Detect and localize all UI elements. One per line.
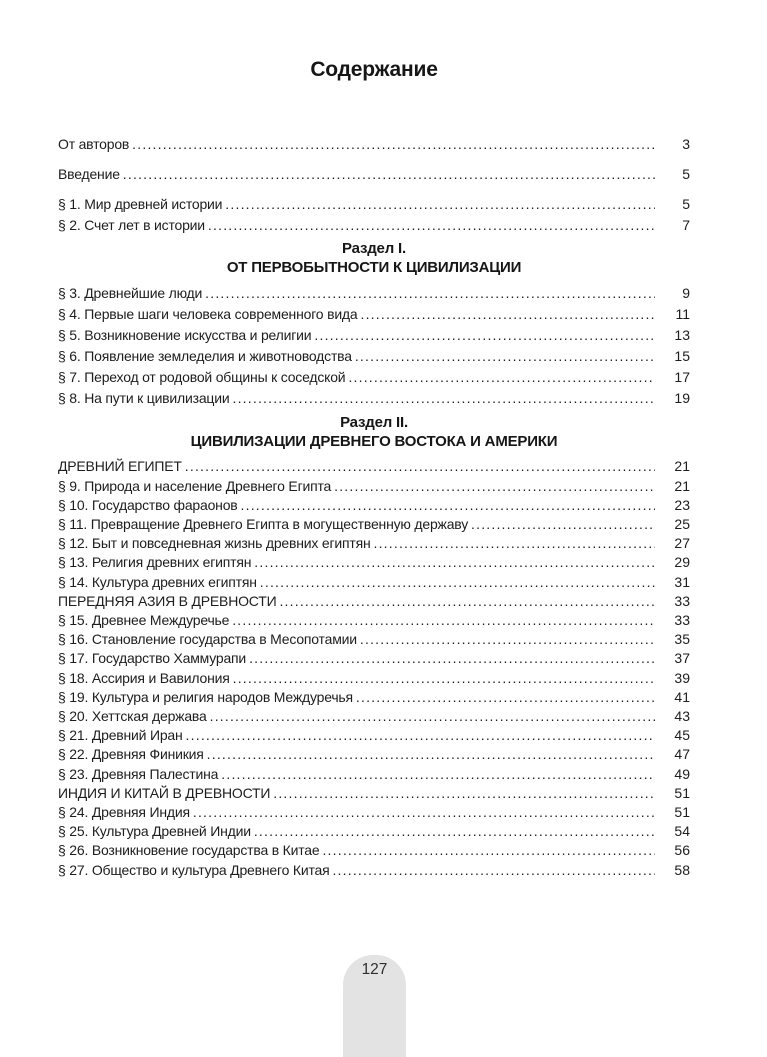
dot-leader	[123, 164, 655, 185]
toc-entry-page: 37	[674, 650, 690, 667]
toc-entry-page: 27	[674, 535, 690, 552]
dot-leader	[332, 861, 655, 880]
toc-entry-page: 7	[682, 216, 690, 233]
toc-entry-label: § 6. Появление земледелия и животноводства	[58, 348, 352, 365]
dot-leader	[360, 630, 655, 649]
book-page	[0, 57, 767, 880]
toc-entry-label: § 23. Древняя Палестина	[58, 765, 219, 782]
dot-leader	[260, 573, 655, 592]
toc-entry-label: § 26. Возникновение государства в Китае	[58, 842, 320, 859]
toc-entry	[58, 304, 690, 325]
toc-entry	[58, 573, 690, 592]
dot-leader	[208, 215, 655, 236]
toc-entry-page: 9	[682, 285, 690, 302]
table-of-contents	[58, 134, 690, 880]
toc-entry-page: 25	[674, 515, 690, 532]
toc-entry	[58, 841, 690, 860]
toc-entry-label: § 10. Государство фараонов	[58, 496, 238, 513]
toc-entry-label: § 15. Древнее Междуречье	[58, 612, 230, 628]
dot-leader	[348, 367, 655, 388]
dot-leader	[314, 325, 655, 346]
toc-entry-label: § 22. Древняя Финикия	[58, 746, 204, 763]
toc-entry	[58, 534, 690, 553]
toc-entry-label: § 3. Древнейшие люди	[58, 285, 203, 302]
toc-entry-label: § 8. На пути к цивилизации	[58, 390, 230, 407]
toc-entry	[58, 726, 690, 745]
dot-leader	[241, 496, 655, 515]
dot-leader	[374, 534, 656, 553]
toc-entry-page: 17	[674, 369, 690, 386]
dot-leader	[361, 304, 656, 325]
toc-entry-label: § 7. Переход от родовой общины к соседской	[58, 369, 346, 386]
toc-entry-label: ДРЕВНИЙ ЕГИПЕТ	[58, 458, 182, 475]
toc-entry	[58, 194, 690, 215]
toc-entry-page: 56	[674, 842, 690, 859]
toc-entry	[58, 688, 690, 707]
dot-leader	[232, 611, 655, 630]
toc-entry-label: § 16. Становление государства в Месопотамии	[58, 631, 357, 648]
dot-leader	[254, 822, 655, 841]
toc-entry-page: 51	[674, 784, 690, 801]
toc-entry-page: 11	[675, 306, 690, 323]
dot-leader	[185, 457, 655, 476]
toc-entry	[58, 861, 690, 880]
toc-entry-label: ПЕРЕДНЯЯ АЗИЯ В ДРЕВНОСТИ	[58, 592, 277, 609]
toc-entry	[58, 457, 690, 476]
toc-entry	[58, 611, 690, 630]
toc-entry-page: 5	[682, 196, 690, 213]
dot-leader	[471, 515, 655, 534]
page-number: 127	[361, 961, 388, 978]
toc-entry	[58, 325, 690, 346]
bottom-page-tab	[343, 955, 406, 1057]
dot-leader	[233, 388, 656, 409]
toc-entry-page: 58	[674, 861, 690, 878]
dot-leader	[279, 592, 655, 611]
dot-leader	[254, 553, 655, 572]
toc-entry-page: 39	[674, 669, 690, 686]
section-heading-number: Раздел I.	[342, 240, 406, 258]
toc-entry-page: 35	[674, 631, 690, 648]
dot-leader	[233, 669, 655, 688]
toc-entry-page: 47	[674, 746, 690, 763]
toc-entry	[58, 822, 690, 841]
toc-entry-page: 41	[674, 688, 690, 705]
toc-entry	[58, 669, 690, 688]
toc-entry-page: 33	[674, 592, 690, 609]
dot-leader	[210, 707, 655, 726]
section-heading-number: Раздел II.	[340, 414, 408, 432]
toc-entry-page: 54	[674, 823, 690, 840]
toc-entry	[58, 496, 690, 515]
toc-entry-page: 5	[682, 166, 690, 183]
toc-entry	[58, 134, 690, 155]
dot-leader	[322, 841, 655, 860]
dot-leader	[205, 283, 655, 304]
toc-entry	[58, 367, 690, 388]
dot-leader	[186, 726, 655, 745]
toc-entry-label: § 5. Возникновение искусства и религии	[58, 327, 312, 344]
toc-entry-label: § 2. Счет лет в истории	[58, 216, 205, 233]
toc-entry-page: 15	[674, 348, 690, 365]
toc-entry	[58, 707, 690, 726]
toc-entry-label: ИНДИЯ И КИТАЙ В ДРЕВНОСТИ	[58, 784, 271, 801]
dot-leader	[207, 745, 655, 764]
dot-leader	[132, 134, 655, 155]
dot-leader	[193, 803, 655, 822]
dot-leader	[355, 346, 655, 367]
toc-entry-label: § 21. Древний Иран	[58, 727, 183, 744]
toc-entry-label: § 9. Природа и население Древнего Египта	[58, 477, 332, 494]
toc-entry-page: 31	[674, 573, 690, 590]
toc-entry-page: 43	[674, 708, 690, 725]
toc-entry	[58, 592, 690, 611]
section-heading-title: ОТ ПЕРВОБЫТНОСТИ К ЦИВИЛИЗАЦИИ	[226, 259, 522, 277]
toc-entry-label: Введение	[58, 166, 120, 183]
toc-entry-page: 21	[674, 458, 690, 475]
toc-entry	[58, 215, 690, 236]
toc-entry-label: § 12. Быт и повседневная жизнь древних египтян	[58, 535, 371, 552]
toc-entry	[58, 283, 690, 304]
toc-entry-label: § 17. Государство Хаммурапи	[58, 650, 247, 667]
toc-entry	[58, 803, 690, 822]
toc-entry-label: § 24. Древняя Индия	[58, 804, 190, 821]
toc-entry-page: 13	[674, 327, 690, 344]
dot-leader	[273, 784, 655, 803]
section-heading-title: ЦИВИЛИЗАЦИИ ДРЕВНЕГО ВОСТОКА И АМЕРИКИ	[190, 433, 558, 451]
toc-entry	[58, 164, 690, 185]
toc-entry-label: § 25. Культура Древней Индии	[58, 823, 251, 840]
toc-entry	[58, 477, 690, 496]
dot-leader	[356, 688, 655, 707]
dot-leader	[334, 477, 655, 496]
section-heading	[58, 413, 690, 451]
toc-entry-page: 49	[674, 765, 690, 782]
toc-entry-page: 33	[674, 612, 690, 628]
toc-entry-label: § 13. Религия древних египтян	[58, 554, 252, 571]
toc-entry-page: 3	[682, 136, 690, 152]
dot-leader	[249, 649, 655, 668]
dot-leader	[225, 194, 655, 215]
toc-entry-label: § 20. Хеттская держава	[58, 708, 207, 725]
toc-entry-label: § 1. Мир древней истории	[58, 196, 223, 213]
toc-entry-page: 21	[674, 477, 690, 494]
toc-entry-label: § 14. Культура древних египтян	[58, 573, 257, 590]
toc-entry	[58, 745, 690, 764]
toc-entry-label: § 4. Первые шаги человека современного вида	[58, 306, 358, 323]
toc-entry-page: 29	[674, 554, 690, 571]
toc-entry	[58, 765, 690, 784]
toc-entry	[58, 553, 690, 572]
page-title: Содержание	[310, 58, 438, 81]
toc-entry	[58, 649, 690, 668]
toc-entry-label: От авторов	[58, 136, 130, 152]
toc-entry-page: 23	[674, 496, 690, 513]
toc-entry-label: § 11. Превращение Древнего Египта в могущественную державу	[58, 515, 469, 532]
dot-leader	[221, 765, 655, 784]
toc-entry-page: 45	[674, 727, 690, 744]
toc-entry	[58, 630, 690, 649]
toc-entry	[58, 784, 690, 803]
toc-entry-label: § 27. Общество и культура Древнего Китая	[58, 861, 330, 878]
toc-entry	[58, 346, 690, 367]
toc-entry-page: 19	[674, 390, 690, 407]
toc-entry-label: § 19. Культура и религия народов Междуречья	[58, 688, 353, 705]
toc-entry-label: § 18. Ассирия и Вавилония	[58, 669, 230, 686]
toc-entry	[58, 515, 690, 534]
toc-entry	[58, 388, 690, 409]
toc-entry-page: 51	[674, 804, 690, 821]
section-heading	[58, 239, 690, 277]
